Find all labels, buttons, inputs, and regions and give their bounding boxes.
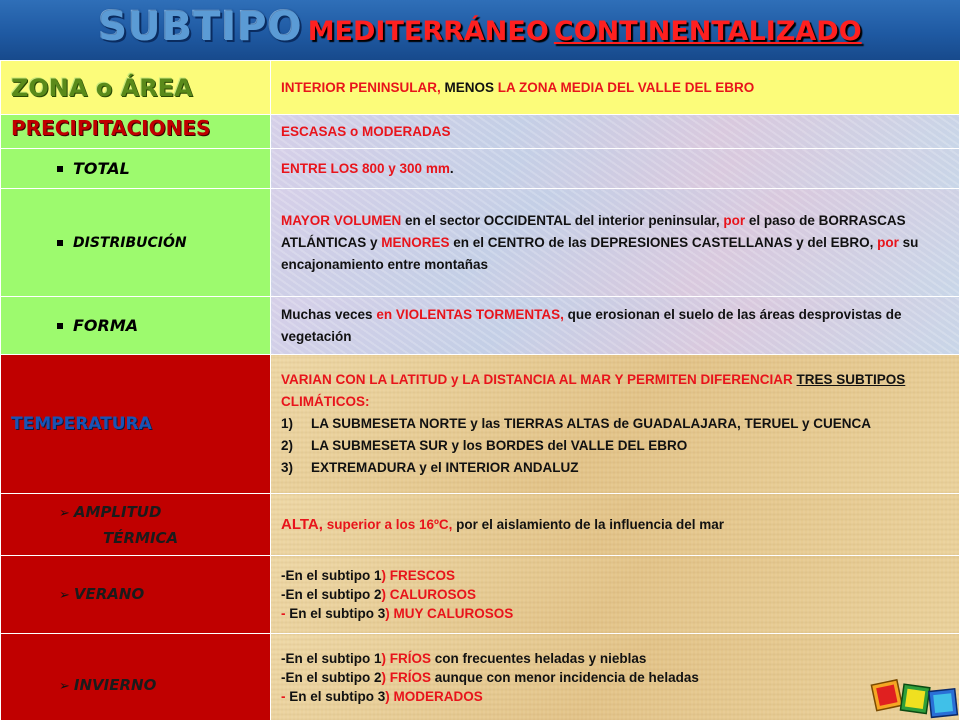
label-verano: VERANO <box>73 584 145 603</box>
verano-line-a: En el subtipo 2 <box>285 587 382 602</box>
row-verano <box>1 556 960 634</box>
invierno-line-a: En el subtipo 1 <box>285 650 382 666</box>
amplitud-v1: ALTA, <box>281 515 323 533</box>
list-item <box>281 435 951 457</box>
dash: - <box>281 568 286 583</box>
label-cell-forma <box>1 297 271 355</box>
invierno-line <box>281 687 951 706</box>
label-amplitud-2: TÉRMICA <box>103 528 179 547</box>
invierno-line-b: ) FRÍOS <box>381 669 432 685</box>
total-end: . <box>449 160 454 176</box>
row-invierno <box>1 634 960 720</box>
invierno-line <box>281 649 951 668</box>
title-subtipo: SUBTIPO <box>98 4 303 50</box>
dist-p6: en el CENTRO de las DEPRESIONES CASTELLANAS y del EBRO, <box>449 234 878 250</box>
label-cell-precip <box>1 115 271 149</box>
row-temperatura <box>1 355 960 494</box>
arrow-bullet-icon: ➢ <box>59 679 70 694</box>
arrow-bullet-icon: ➢ <box>59 505 70 521</box>
verano-line-a: En el subtipo 1 <box>285 568 382 583</box>
value-distribucion <box>271 189 960 297</box>
list-num: 1) <box>281 416 294 431</box>
dist-p2: en el sector OCCIDENTAL del interior peninsular, <box>401 212 724 228</box>
invierno-line-c: aunque con menor incidencia de heladas <box>431 669 699 685</box>
temp-intro-underline: TRES SUBTIPOS <box>796 372 906 387</box>
verano-line-a: En el subtipo 3 <box>289 606 386 621</box>
label-cell-distribucion <box>1 189 271 297</box>
label-temperatura: TEMPERATURA <box>11 414 152 434</box>
zona-text-1: INTERIOR PENINSULAR, <box>281 79 441 95</box>
dash: - <box>281 688 290 704</box>
label-invierno: INVIERNO <box>73 676 157 694</box>
label-cell-zona <box>1 61 271 115</box>
invierno-line-b: ) FRÍOS <box>381 650 432 666</box>
invierno-line-b: ) MODERADOS <box>385 688 483 704</box>
label-cell-amplitud <box>1 494 271 556</box>
list-text: EXTREMADURA y el INTERIOR ANDALUZ <box>311 460 579 475</box>
dash: - <box>281 669 286 685</box>
precip-text: ESCASAS o MODERADAS <box>281 123 451 139</box>
total-text: ENTRE LOS 800 y 300 mm <box>281 160 450 176</box>
dist-p5: MENORES <box>381 234 450 250</box>
zona-text-3: LA ZONA MEDIA DEL VALLE DEL EBRO <box>497 79 755 95</box>
value-forma <box>271 297 960 355</box>
dist-p3: por <box>723 212 746 228</box>
value-total <box>271 149 960 189</box>
value-zona <box>271 61 960 115</box>
bullet-square-icon <box>57 166 63 172</box>
list-item <box>281 457 951 479</box>
invierno-line-c: con frecuentes heladas y nieblas <box>431 650 647 666</box>
row-distribucion <box>1 189 960 297</box>
forma-p1: Muchas veces <box>281 306 377 322</box>
forma-p2: en VIOLENTAS TORMENTAS, <box>376 306 564 322</box>
label-zona: ZONA o ÁREA <box>11 73 193 102</box>
verano-line-b: ) MUY CALUROSOS <box>385 606 514 621</box>
label-cell-total <box>1 149 271 189</box>
bullet-square-icon <box>57 240 63 246</box>
dist-p7: por <box>877 234 899 250</box>
invierno-line-a: En el subtipo 3 <box>289 688 386 704</box>
dash: - <box>281 587 286 602</box>
temp-intro-end: CLIMÁTICOS: <box>281 394 370 409</box>
label-amplitud-1: AMPLITUD <box>73 502 162 521</box>
list-num: 3) <box>281 460 294 475</box>
dash: - <box>281 650 286 666</box>
amplitud-v3: por el aislamiento de la influencia del mar <box>452 516 725 532</box>
verano-line-b: ) CALUROSOS <box>381 587 477 602</box>
arrow-bullet-icon: ➢ <box>59 587 70 603</box>
title-mediterraneo: MEDITERRÁNEO <box>307 16 549 47</box>
verano-line <box>281 566 951 585</box>
forma-p3: que erosionan el suelo de las áreas desprovistas de vegetación <box>281 306 902 344</box>
dist-p4: el paso de BORRASCAS ATLÁNTICAS y <box>281 212 906 250</box>
title-continentalizado: CONTINENTALIZADO <box>553 16 862 47</box>
dist-p8: su encajonamiento entre montañas <box>281 234 919 272</box>
list-num: 2) <box>281 438 294 453</box>
list-item <box>281 413 951 435</box>
amplitud-v2: superior a los 16ºC, <box>322 516 453 532</box>
verano-line <box>281 604 951 623</box>
invierno-line <box>281 668 951 687</box>
dist-p1: MAYOR VOLUMEN <box>281 212 402 228</box>
temp-intro-red: VARIAN CON LA LATITUD y LA DISTANCIA AL MAR Y PERMITEN DIFERENCIAR <box>281 372 797 387</box>
value-verano <box>271 556 960 634</box>
label-cell-verano <box>1 556 271 634</box>
value-temperatura <box>271 355 960 494</box>
label-precipitaciones: PRECIPITACIONES <box>11 115 211 140</box>
row-amplitud <box>1 494 960 556</box>
bullet-square-icon <box>57 323 63 329</box>
label-total: TOTAL <box>73 159 130 178</box>
verano-line-b: ) FRESCOS <box>381 568 456 583</box>
label-cell-invierno <box>1 634 271 720</box>
title-bar <box>0 0 960 60</box>
temp-intro <box>281 369 951 413</box>
subtipos-list <box>281 413 951 479</box>
label-cell-temperatura <box>1 355 271 494</box>
verano-line <box>281 585 951 604</box>
value-amplitud <box>271 494 960 556</box>
list-text: LA SUBMESETA SUR y los BORDES del VALLE DEL EBRO <box>311 438 688 453</box>
value-invierno <box>271 634 960 720</box>
label-distribucion: DISTRIBUCIÓN <box>73 234 187 251</box>
label-forma: FORMA <box>73 316 139 335</box>
row-total <box>1 149 960 189</box>
list-text: LA SUBMESETA NORTE y las TIERRAS ALTAS de GUADALAJARA, TERUEL y CUENCA <box>311 416 872 431</box>
climate-table <box>0 60 960 720</box>
row-precipitaciones <box>1 115 960 149</box>
value-precipitaciones <box>271 115 960 149</box>
zona-text-2: MENOS <box>440 79 498 95</box>
invierno-line-a: En el subtipo 2 <box>285 669 382 685</box>
dash: - <box>281 606 290 621</box>
colored-blocks-logo-icon <box>868 672 960 720</box>
row-zona <box>1 61 960 115</box>
row-forma <box>1 297 960 355</box>
